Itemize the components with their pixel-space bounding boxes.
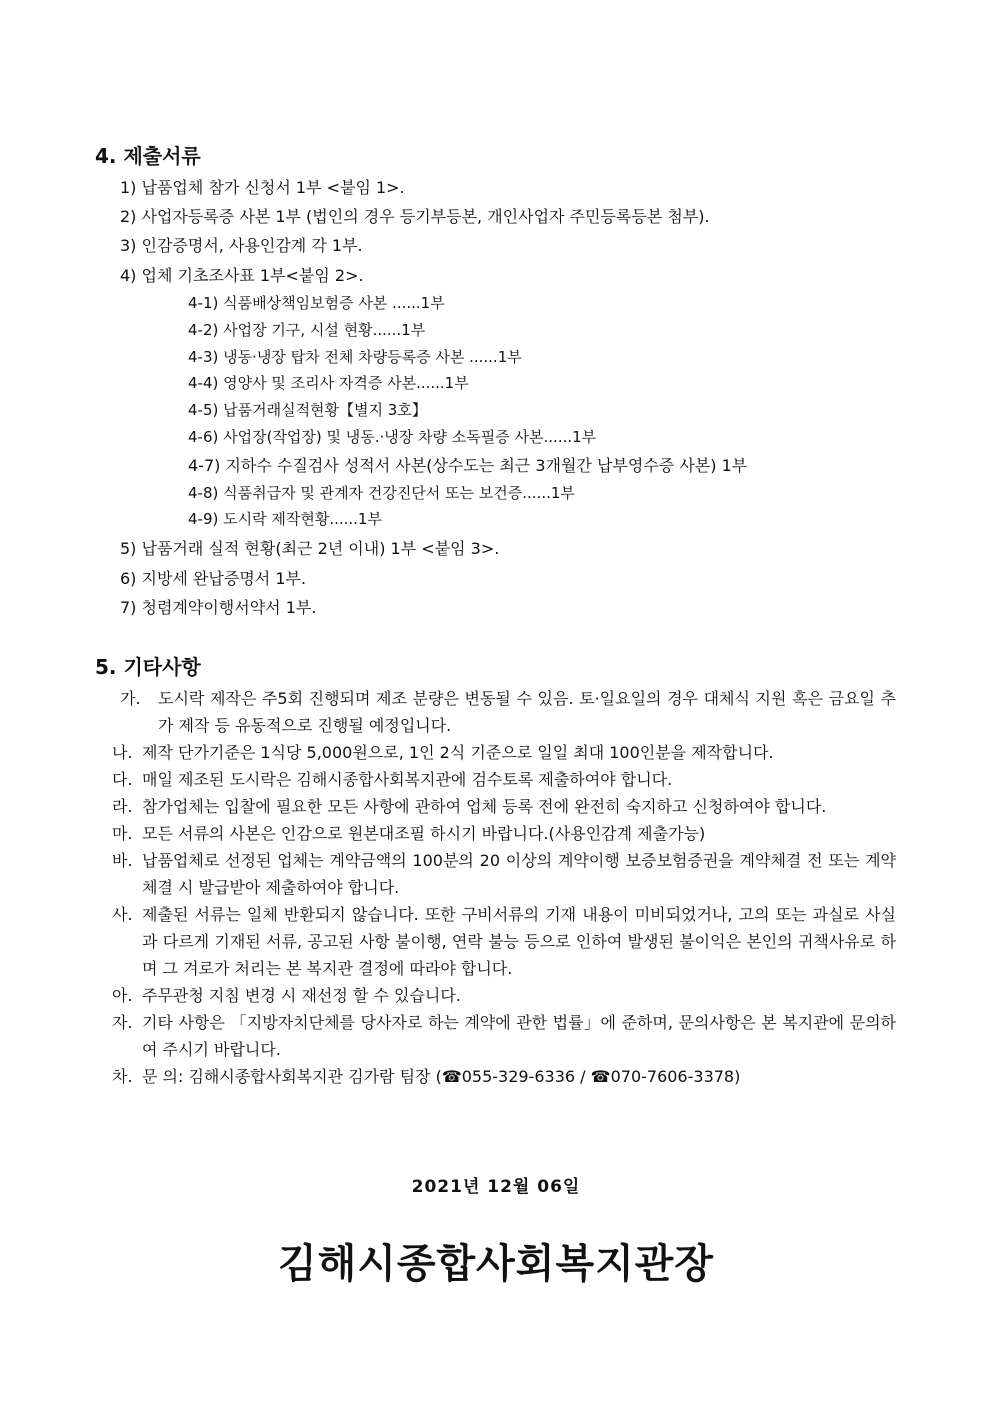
doc-subitem-4-8: 4-8) 식품취급자 및 관계자 건강진단서 또는 보건증......1부 <box>188 484 575 502</box>
doc-subitem-4-3: 4-3) 냉동·냉장 탑차 전체 차량등록증 사본 ......1부 <box>188 348 522 366</box>
note-text: 문 의: 김해시종합사회복지관 김가람 팀장 (☎055-329-6336 / ☎070-7606-3378) <box>142 1067 741 1086</box>
doc-subitem-4-7: 4-7) 지하수 수질검사 성적서 사본(상수도는 최근 3개월간 납부영수증 사본) 1부 <box>188 456 748 475</box>
doc-subitem-4-6: 4-6) 사업장(작업장) 및 냉동.·냉장 차량 소독필증 사본......1부 <box>188 428 597 446</box>
note-item <box>112 1009 896 1063</box>
note-text: 제작 단가기준은 1식당 5,000원으로, 1인 2식 기준으로 일일 최대 100인분을 제작합니다. <box>142 743 774 762</box>
note-mark: 바. <box>112 851 133 870</box>
note-text: 납품업체로 선정된 업체는 계약금액의 100분의 20 이상의 계약이행 보증보험증권을 계약체결 전 또는 계약 체결 시 발급받아 제출하여야 합니다. <box>142 851 896 897</box>
note-text: 주무관청 지침 변경 시 재선정 할 수 있습니다. <box>142 986 461 1005</box>
note-text: 도시락 제작은 주5회 진행되며 제조 분량은 변동될 수 있음. 토·일요일의 경우 대체식 지원 혹은 금요일 추가 제작 등 유동적으로 진행될 예정입니다. <box>158 689 896 735</box>
note-mark: 사. <box>112 905 133 924</box>
note-item <box>112 820 896 847</box>
notes-list <box>112 685 896 1090</box>
note-item <box>112 847 896 901</box>
doc-subitem-4-9: 4-9) 도시락 제작현황......1부 <box>188 510 382 528</box>
doc-item-3: 3) 인감증명서, 사용인감계 각 1부. <box>120 236 363 255</box>
note-item <box>112 766 896 793</box>
note-mark: 자. <box>112 1013 133 1032</box>
doc-item-6: 6) 지방세 완납증명서 1부. <box>120 569 307 588</box>
doc-subitem-4-5: 4-5) 납품거래실적현황【별지 3호】 <box>188 401 427 419</box>
note-text: 제출된 서류는 일체 반환되지 않습니다. 또한 구비서류의 기재 내용이 미비되었거나, 고의 또는 과실로 사실과 다르게 기재된 서류, 공고된 사항 불이행, 연락 불능 등으로 인하여 발생된 불이익은 본인의 귀책사유로 하며 그 겨로가 처리는 본 복지관 결정에 따라야 합니다. <box>142 905 896 978</box>
doc-subitem-4-2: 4-2) 사업장 기구, 시설 현황......1부 <box>188 321 426 339</box>
doc-item-4: 4) 업체 기초조사표 1부<붙임 2>. <box>120 266 364 285</box>
note-mark: 나. <box>112 743 133 762</box>
doc-item-2: 2) 사업자등록증 사본 1부 (법인의 경우 등기부등본, 개인사업자 주민등록등본 첨부). <box>120 207 710 226</box>
section-4-title: 4. 제출서류 <box>95 144 201 168</box>
doc-item-7: 7) 청렴계약이행서약서 1부. <box>120 598 317 617</box>
document-date: 2021년 12월 06일 <box>411 1177 581 1197</box>
section-5-title: 5. 기타사항 <box>95 655 201 679</box>
note-mark: 가. <box>120 689 141 708</box>
note-item <box>112 982 896 1009</box>
doc-subitem-4-1: 4-1) 식품배상책임보험증 사본 ......1부 <box>188 294 445 312</box>
doc-subitem-4-4: 4-4) 영양사 및 조리사 자격증 사본......1부 <box>188 374 469 392</box>
note-mark: 다. <box>112 770 133 789</box>
note-mark: 라. <box>112 797 133 816</box>
note-text: 모든 서류의 사본은 인감으로 원본대조필 하시기 바랍니다.(사용인감계 제출가능) <box>142 824 706 843</box>
note-item <box>112 739 896 766</box>
note-mark: 차. <box>112 1067 133 1086</box>
note-text: 매일 제조된 도시락은 김해시종합사회복지관에 검수토록 제출하여야 합니다. <box>142 770 673 789</box>
doc-item-5: 5) 납품거래 실적 현황(최근 2년 이내) 1부 <붙임 3>. <box>120 539 500 558</box>
note-item <box>112 685 896 739</box>
note-item <box>112 793 896 820</box>
doc-item-1: 1) 납품업체 참가 신청서 1부 <붙임 1>. <box>120 178 405 197</box>
note-item <box>112 901 896 982</box>
note-text: 기타 사항은 「지방자치단체를 당사자로 하는 계약에 관한 법률」에 준하며, 문의사항은 본 복지관에 문의하여 주시기 바랍니다. <box>142 1013 896 1059</box>
note-mark: 마. <box>112 824 133 843</box>
note-mark: 아. <box>112 986 133 1005</box>
note-item <box>112 1063 896 1090</box>
note-text: 참가업체는 입찰에 필요한 모든 사항에 관하여 업체 등록 전에 완전히 숙지하고 신청하여야 합니다. <box>142 797 827 816</box>
issuer-signature: 김해시종합사회복지관장 <box>277 1241 715 1287</box>
